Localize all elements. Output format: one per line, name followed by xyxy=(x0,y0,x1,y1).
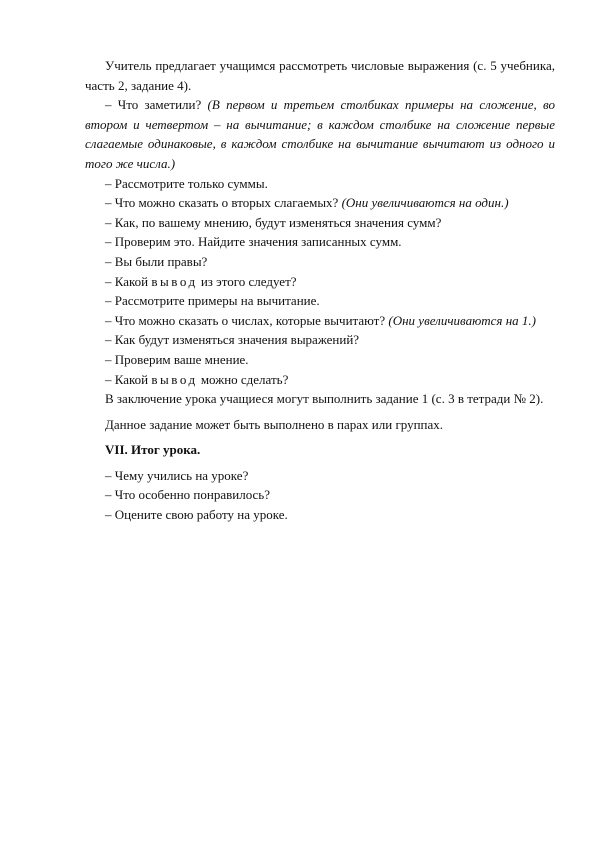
conclusion-line-2 xyxy=(85,370,555,390)
second-addends-answer: (Они увеличиваются на один.) xyxy=(341,195,509,211)
conclusion2-post: можно сделать? xyxy=(197,371,289,387)
noticed-answer: (В первом и третьем столбиках примеры на сложение, во втором и четвертом – на вычитание; в каждом столбике на сложение первые слагаемые одинаковые, в каждом столбике на вычитание вычитают из одного и того же числа.) xyxy=(85,97,556,171)
intro-text: Учитель предлагает учащимся рассмотреть числовые выражения (с. 5 учебника, часть 2, задание 4). xyxy=(85,58,555,93)
learned-text: – Чему учились на уроке? xyxy=(105,467,249,483)
change-sums-line xyxy=(85,213,555,233)
liked-text: – Что особенно понравилось? xyxy=(105,487,270,503)
intro-paragraph xyxy=(85,56,555,95)
noticed-question: – Что заметили? xyxy=(105,97,202,113)
learned-line xyxy=(85,466,555,486)
sums-only-line xyxy=(85,174,555,194)
check-opinion-text: – Проверим ваше мнение. xyxy=(105,351,249,367)
change-expr-text: – Как будут изменяться значения выражений? xyxy=(105,332,360,348)
final-task-text: В заключение урока учащиеся могут выполнить задание 1 (с. 3 в тетради № 2). xyxy=(105,391,544,407)
noticed-paragraph xyxy=(85,95,555,173)
conclusion2-pre: – Какой xyxy=(105,371,152,387)
evaluate-line xyxy=(85,505,555,525)
were-right-text: – Вы были правы? xyxy=(105,253,208,269)
subtraction-text: – Рассмотрите примеры на вычитание. xyxy=(105,293,320,309)
document-page xyxy=(85,56,555,525)
section-heading xyxy=(85,440,555,460)
conclusion-line-1 xyxy=(85,272,555,292)
check-opinion-line xyxy=(85,350,555,370)
section-heading-text: VII. Итог урока. xyxy=(105,442,201,458)
liked-line xyxy=(85,485,555,505)
pairs-note-text: Данное задание может быть выполнено в парах или группах. xyxy=(105,416,444,432)
were-right-line xyxy=(85,252,555,272)
evaluate-text: – Оцените свою работу на уроке. xyxy=(105,507,288,523)
change-expr-line xyxy=(85,330,555,350)
conclusion1-word: вывод xyxy=(151,273,198,289)
check-sums-line xyxy=(85,232,555,252)
conclusion2-word: вывод xyxy=(151,371,198,387)
second-addends-line xyxy=(85,193,555,213)
pairs-note-line xyxy=(85,415,555,435)
final-task-paragraph xyxy=(85,389,555,409)
check-sums-text: – Проверим это. Найдите значения записанных сумм. xyxy=(105,234,402,250)
conclusion1-pre: – Какой xyxy=(105,273,152,289)
subtracted-numbers-answer: (Они увеличиваются на 1.) xyxy=(388,312,536,328)
conclusion1-post: из этого следует? xyxy=(197,273,297,289)
change-sums-text: – Как, по вашему мнению, будут изменяться значения сумм? xyxy=(105,214,442,230)
sums-only-text: – Рассмотрите только суммы. xyxy=(105,175,268,191)
subtracted-numbers-question: – Что можно сказать о числах, которые вычитают? xyxy=(105,312,386,328)
subtracted-numbers-paragraph xyxy=(85,311,555,331)
subtraction-line xyxy=(85,291,555,311)
second-addends-question: – Что можно сказать о вторых слагаемых? xyxy=(105,195,339,211)
